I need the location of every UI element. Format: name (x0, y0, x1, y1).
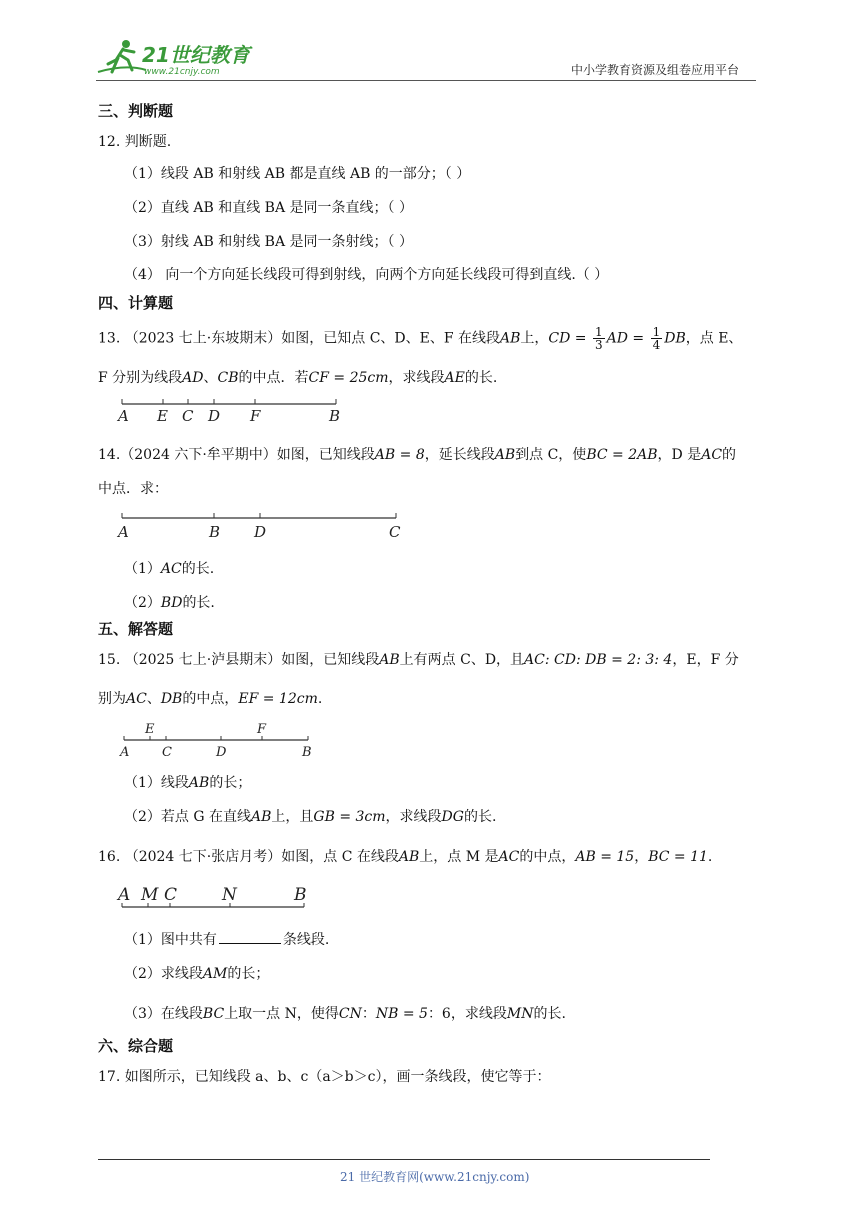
point-label: C (389, 523, 401, 541)
fraction-one-fourth: $\frac{1}{4}$ (652, 325, 661, 352)
point-label: M (141, 885, 159, 905)
point-label: D (216, 745, 227, 760)
q16-sub-1: （1）图中共有 条线段. (124, 929, 329, 949)
site-logo (96, 36, 266, 80)
q16-figure (112, 880, 322, 914)
q15-figure (112, 718, 322, 762)
point-label: C (182, 407, 194, 425)
section-title-calculation: 四、计算题 (98, 294, 174, 312)
point-label: E (145, 722, 155, 737)
section-title-judgement: 三、判断题 (98, 102, 174, 120)
q12-item-3: （3）射线 AB 和射线 BA 是同一条射线；（ ） (124, 234, 413, 250)
q16-sub-2: （2）求线段AM的长； (124, 966, 270, 982)
point-label: B (209, 523, 221, 541)
section-title-comprehensive: 六、综合题 (98, 1037, 174, 1055)
point-label: F (250, 407, 261, 425)
q17-stem: 17. 如图所示，已知线段 a、b、c（a＞b＞c），画一条线段，使它等于： (98, 1069, 551, 1085)
q14-line-2: 中点．求： (98, 481, 168, 497)
point-label: E (157, 407, 168, 425)
q14-line-1: 14.（2024 六下·牟平期中）如图，已知线段AB = 8，延长线段AB到点 C，使BC = 2AB，D 是AC的 (98, 447, 737, 463)
answer-blank[interactable] (219, 929, 281, 944)
footer-text: 21 世纪教育网(www.21cnjy.com) (340, 1170, 530, 1184)
point-label: A (118, 523, 129, 541)
q15-sub-1: （1）线段AB的长； (124, 775, 252, 791)
point-label: F (257, 722, 267, 737)
point-label: B (294, 885, 307, 905)
q16-sub-3: （3）在线段BC上取一点 N，使得CN：NB = 5：6，求线段MN的长. (124, 1006, 566, 1022)
q12-item-2: （2）直线 AB 和直线 BA 是同一条直线；（ ） (124, 200, 413, 216)
point-label: C (162, 745, 172, 760)
runner-icon (98, 40, 146, 72)
q16-line-1: 16. （2024 七下·张店月考）如图，点 C 在线段AB上，点 M 是AC的中点，AB = 15，BC = 11. (98, 849, 713, 865)
point-label: A (118, 885, 131, 905)
q14-sub-1: （1）AC的长. (124, 561, 215, 577)
q13-line-2: F 分别为线段AD、CB的中点．若CF = 25cm，求线段AE的长. (98, 370, 498, 386)
q15-sub-2: （2）若点 G 在直线AB上，且GB = 3cm，求线段DG的长. (124, 809, 497, 825)
point-label: D (208, 407, 221, 425)
q12-stem: 12. 判断题. (98, 134, 172, 150)
header-platform-text: 中小学教育资源及组卷应用平台 (571, 63, 740, 77)
q14-figure (112, 506, 412, 542)
q12-item-4: （4） 向一个方向延长线段可得到射线，向两个方向延长线段可得到直线.（ ） (124, 267, 609, 283)
fraction-one-third: $\frac{1}{3}$ (595, 325, 603, 352)
section-title-answer: 五、解答题 (98, 620, 174, 638)
q12-item-1: （1）线段 AB 和射线 AB 都是直线 AB 的一部分；（ ） (124, 166, 471, 182)
point-label: N (222, 885, 237, 905)
point-label: B (329, 407, 341, 425)
point-label: A (120, 745, 130, 760)
point-label: A (118, 407, 129, 425)
header-divider (96, 80, 756, 81)
point-label: B (302, 745, 312, 760)
q15-line-1: 15. （2025 七上·泸县期末）如图，已知线段AB上有两点 C、D，且AC: CD: DB = 2: 3: 4，E，F 分 (98, 652, 739, 668)
q13-figure (110, 392, 360, 426)
point-label: C (164, 885, 178, 905)
point-label: D (254, 523, 267, 541)
q13-line-1: 13. （2023 七上·东坡期末）如图，已知点 C、D、E、F 在线段AB上，CD = $\frac{1}{3}$ AD = $\frac{1}{4}$ DB，点 E、 (98, 325, 743, 352)
svg-text:21世纪教育: 21世纪教育 (142, 43, 250, 67)
svg-text:www.21cnjy.com: www.21cnjy.com (144, 67, 220, 77)
q15-line-2: 别为AC、DB的中点，EF = 12cm. (98, 691, 323, 707)
footer-divider (98, 1159, 710, 1160)
q14-sub-2: （2）BD的长. (124, 595, 215, 611)
